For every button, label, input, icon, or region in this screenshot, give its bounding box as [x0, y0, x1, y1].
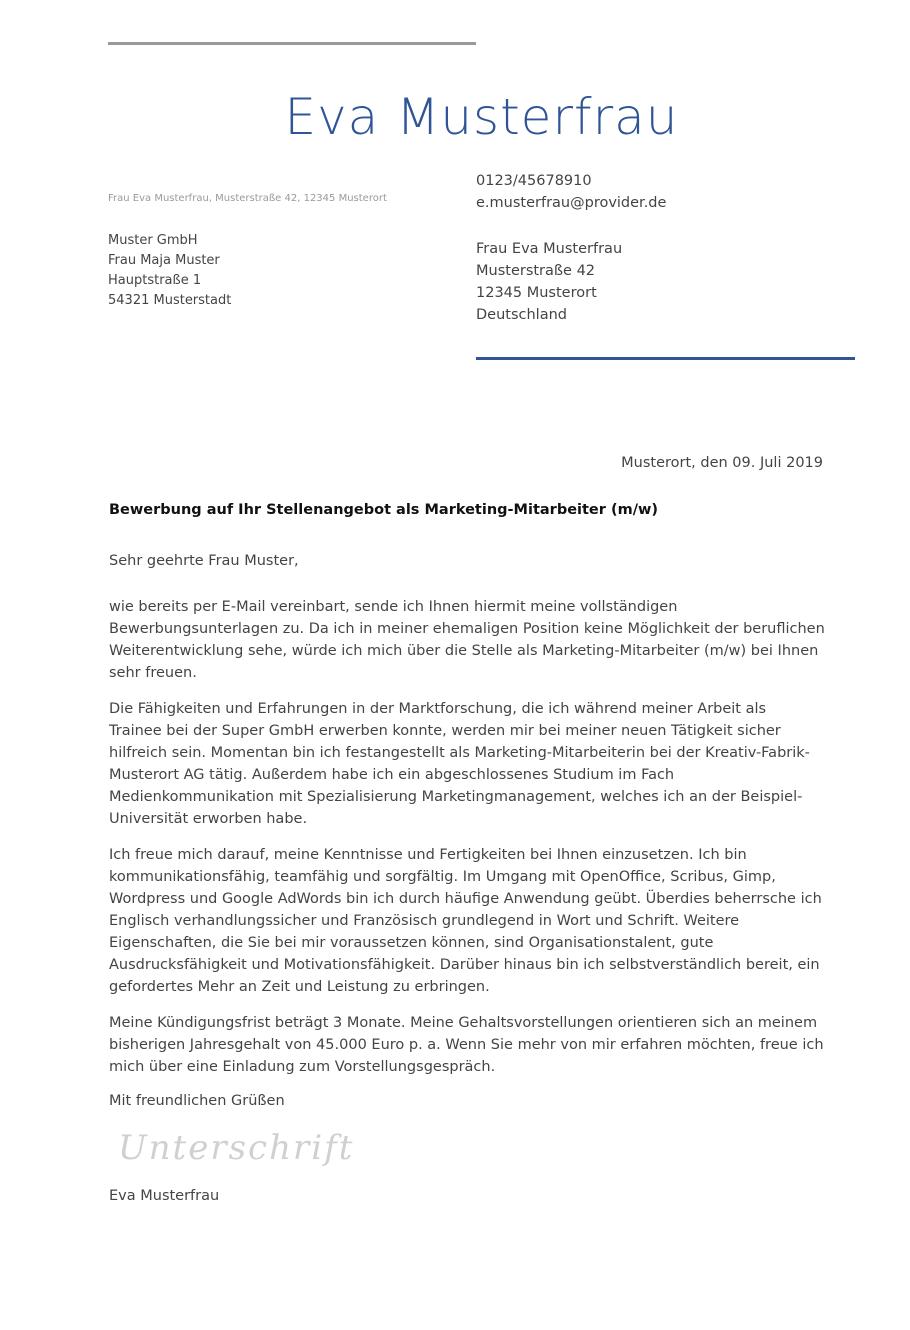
email-address: e.musterfrau@provider.de	[476, 195, 667, 211]
sender-city: 12345 Musterort	[476, 285, 597, 301]
body-line: Medienkommunikation mit Spezialisierung Marketingmanagement, welches ich an der Beispiel-	[109, 789, 803, 805]
body-line: Wordpress und Google AdWords bin ich durch häufige Anwendung geübt. Überdies beherrsche ich	[109, 891, 822, 907]
body-line: Trainee bei der Super GmbH erwerben konnte, werden mir bei meiner neuen Tätigkeit sicher	[109, 723, 781, 739]
sender-return-address: Frau Eva Musterfrau, Musterstraße 42, 12345 Musterort	[108, 193, 387, 204]
paragraph	[109, 596, 829, 684]
paragraph	[109, 1012, 829, 1078]
paragraph	[109, 698, 829, 830]
sender-street: Musterstraße 42	[476, 263, 596, 279]
accent-divider	[476, 357, 855, 360]
phone-number: 0123/45678910	[476, 173, 592, 189]
sender-name: Frau Eva Musterfrau	[476, 241, 623, 257]
body-line: hilfreich sein. Momentan bin ich festangestellt als Marketing-Mitarbeiterin bei der Kreativ-Fabrik-	[109, 745, 810, 761]
body-line: Bewerbungsunterlagen zu. Da ich in meiner ehemaligen Position keine Möglichkeit der beruflichen	[109, 621, 825, 637]
body-line: Ausdrucksfähigkeit und Motivationsfähigkeit. Darüber hinaus bin ich selbstverständlich bereit, ein	[109, 957, 820, 973]
signer-name: Eva Musterfrau	[109, 1188, 220, 1204]
body-line: Englisch verhandlungssicher und Französisch grundlegend in Wort und Schrift. Weitere	[109, 913, 740, 929]
body-line: Musterort AG tätig. Außerdem habe ich ein abgeschlossenes Studium im Fach	[109, 767, 675, 783]
recipient-person: Frau Maja Muster	[108, 253, 220, 268]
body-line: Die Fähigkeiten und Erfahrungen in der Marktforschung, die ich während meiner Arbeit als	[109, 701, 767, 717]
body-line: wie bereits per E-Mail vereinbart, sende ich Ihnen hiermit meine vollständigen	[109, 599, 678, 615]
signature-placeholder: Unterschrift	[118, 1128, 355, 1168]
sender-address	[476, 238, 622, 326]
body-line: Weiterentwicklung sehe, würde ich mich über die Stelle als Marketing-Mitarbeiter (m/w) bei Ihnen	[109, 643, 819, 659]
letter-body	[109, 596, 829, 1092]
letter-subject: Bewerbung auf Ihr Stellenangebot als Marketing-Mitarbeiter (m/w)	[109, 502, 659, 518]
recipient-street: Hauptstraße 1	[108, 273, 202, 288]
body-line: sehr freuen.	[109, 665, 197, 681]
body-line: Meine Kündigungsfrist beträgt 3 Monate. Meine Gehaltsvorstellungen orientieren sich an meinem	[109, 1015, 818, 1031]
recipient-company: Muster GmbH	[108, 233, 198, 248]
body-line: kommunikationsfähig, teamfähig und sorgfältig. Im Umgang mit OpenOffice, Scribus, Gimp,	[109, 869, 776, 885]
recipient-city: 54321 Musterstadt	[108, 293, 232, 308]
body-line: mich über eine Einladung zum Vorstellungsgespräch.	[109, 1059, 496, 1075]
body-line: Universität erworben habe.	[109, 811, 308, 827]
applicant-name-title: Eva Musterfrau	[284, 88, 679, 146]
recipient-address	[108, 231, 231, 311]
top-divider	[108, 42, 476, 45]
salutation: Sehr geehrte Frau Muster,	[109, 553, 299, 569]
sender-country: Deutschland	[476, 307, 567, 323]
body-line: Eigenschaften, die Sie bei mir voraussetzen können, sind Organisationstalent, gute	[109, 935, 714, 951]
contact-info	[476, 170, 666, 214]
body-line: bisherigen Jahresgehalt von 45.000 Euro p. a. Wenn Sie mehr von mir erfahren möchten, freue ich	[109, 1037, 824, 1053]
body-line: Ich freue mich darauf, meine Kenntnisse und Fertigkeiten bei Ihnen einzusetzen. Ich bin	[109, 847, 747, 863]
closing-phrase: Mit freundlichen Grüßen	[109, 1093, 285, 1109]
paragraph	[109, 844, 829, 998]
body-line: gefordertes Mehr an Zeit und Leistung zu erbringen.	[109, 979, 490, 995]
letter-date: Musterort, den 09. Juli 2019	[621, 455, 823, 471]
